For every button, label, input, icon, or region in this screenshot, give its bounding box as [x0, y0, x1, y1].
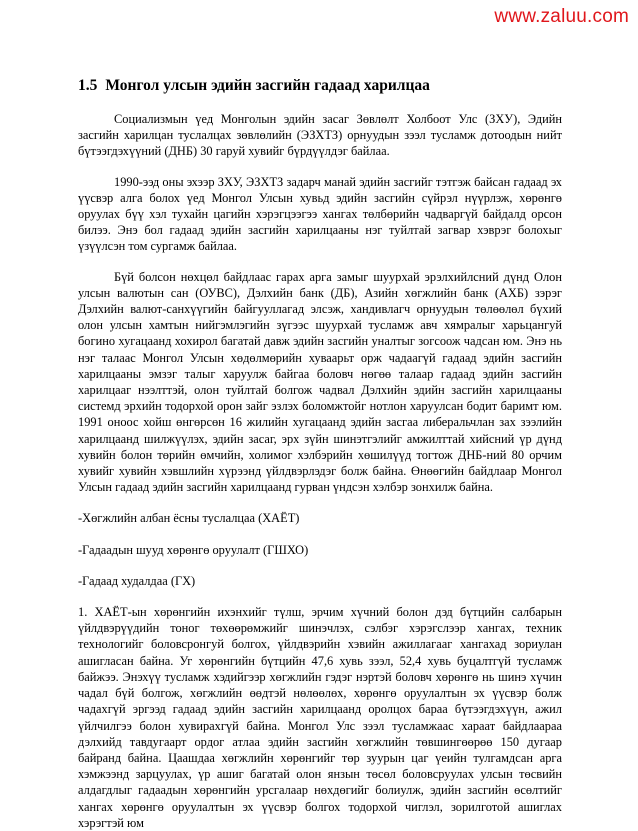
paragraph-4: 1. ХАЁТ-ын хөрөнгийн ихэнхийг түлш, эрчим хүчний болон дэд бүтцийн салбарын үйлдвэрүүдийн тоног төхөөрөмжийг шинэчлэх, сэлбэг хэрэгслээр хангах, техник технологийг боловсронгуй болгох, үйлдвэрийн хэвийн ажиллагааг хангахад зориулан ашигласан байна. Уг хөрөнгийн бүтцийн 47,6 хувь зээл, 52,4 хувь буцалтгүй тусламж байжээ. Энэхүү тусламж хэдийгээр хөгжлийн гэдэг нэртэй боловч хөрөнгө нь шинэ хүчин чадал бүй болгож, хөгжлийн өөдтэй нөлөөлөх, хөрөнгө оруулалтын эх үүсвэр болж чадахгүй эргээд гадаад эдийн засгийн харилцаанд оролцох бараа бүтээгдэхүүн, ажил үйлчилгээ болон хувирахгүй байна. Монгол Улс зээл тусламжаас хараат байдлаараа дэлхийд тавдугаарт ордог атлаа эдийн засгийн хөгжлийн төвшингөөрөө 150 дугаар байранд байна. Цаашдаа хөгжлийн хөрөнгийг төр зуурын цаг үеийн тулгамдсан арга хэмжээнд зарцуулах, үр ашиг багатай олон янзын төсөл боловсруулах улсын төсвийн алдагдлыг гадаадын хөрөнгийн урсгалаар нөхдөгийг болиулж, эдийн засгийн өсөлтийг хангах хөрөнгө оруулалтын эх үүсвэр болгох тодорхой чиглэл, зорилготой ашиглах хэрэгтэй юм — [78, 605, 562, 830]
section-title: Монгол улсын эдийн засгийн гадаад харилцаа — [105, 77, 430, 94]
section-number: 1.5 — [78, 77, 98, 94]
list-item-gh: -Гадаад худалдаа (ГХ) — [78, 573, 196, 588]
document-body — [78, 76, 562, 831]
list-item-gsho: -Гадаадын шууд хөрөнгө оруулалт (ГШХО) — [78, 542, 309, 557]
list-item-haet: -Хөгжлийн албан ёсны туслалцаа (ХАЁТ) — [78, 511, 300, 526]
paragraph-3: Бүй болсон нөхцөл байдлаас гарах арга замыг шуурхай эрэлхийлсний дүнд Олон улсын валютын сан (ОУВС), Дэлхийн банк (ДБ), Азийн хөгжлийн банк (АХБ) зэрэг Дэлхийн валют-санхүүгийн байгууллагад элсэж, хандивлагч орнуудын төлөөлөл бүхий олон улсын хамтын нийгэмлэгийн зүгээс шуурхай тусламж авч хямралыг харьцангуй богино хугацаанд хохирол багатай давж эдийн засгийн уналтыг зогсоож чадсан юм. Энэ нь нэг талаас Монгол Улсын хөдөлмөрийн хуваарьт орж чадаагүй гадаад эдийн засгийн харилцааны эмзэг талыг харуулж байгаа боловч нөгөө талаар гадаад эдийн засгийн харилцааг нээлттэй, олон туйлтай болгож чадвал Дэлхийн эдийн засгийн харилцааны системд эрхийн тодорхой орон зайг эзлэх боломжтойг нотлон харуулсан бодит баримт юм. 1991 оноос хойш өнгөрсөн 16 жилийн хугацаанд эдийн засгаа либеральчлан зах зээлийн харилцаанд шилжүүлэх, эдийн засаг, эрх зүйн шинэтгэлийг амжилттай хийсний үр дүнд хувийн болон төрийн өмчийн, холимог хэлбэрийн хөшилүүд тогтож ДНБ-ний 80 орчим хувийг хувийн хэвшлийн хүрээнд үйлдвэрлэдэг болж байна. Өнөөгийн байдлаар Монгол Улсын гадаад эдийн засгийн харилцаанд гурван үндсэн хэлбэр зонхилж байна. — [78, 269, 562, 495]
paragraph-2: 1990-ээд оны эхээр ЗХУ, ЭЗХТЗ задарч манай эдийн засгийг тэтгэж байсан гадаад эх үүсвэр алга болох үед Монгол Улсын хувьд эдийн засгийн сүйрэл нүүрлэж, хөрөнгө оруулах бүү хэл тухайн цагийн хэрэгцээгээ хангах төлбөрийн чадваргүй байдалд орсон билээ. Энэ бол гадаад эдийн засгийн харилцааны нэг туйлтай загвар хэврэг болохыг үзүүлсэн том сургамж байлаа. — [78, 174, 562, 254]
watermark-text: www.zaluu.com — [494, 6, 629, 27]
section-heading — [78, 76, 562, 95]
paragraph-1: Социализмын үед Монголын эдийн засаг Зөвлөлт Холбоот Улс (ЗХУ), Эдийн засгийн харилцан туслалцах зөвлөлийн (ЭЗХТЗ) орнуудын зээл тусламж дотоодын нийт бүтээгдэхүүний (ДНБ) 30 гаруй хувийг бүрдүүлдэг байлаа. — [78, 112, 562, 159]
